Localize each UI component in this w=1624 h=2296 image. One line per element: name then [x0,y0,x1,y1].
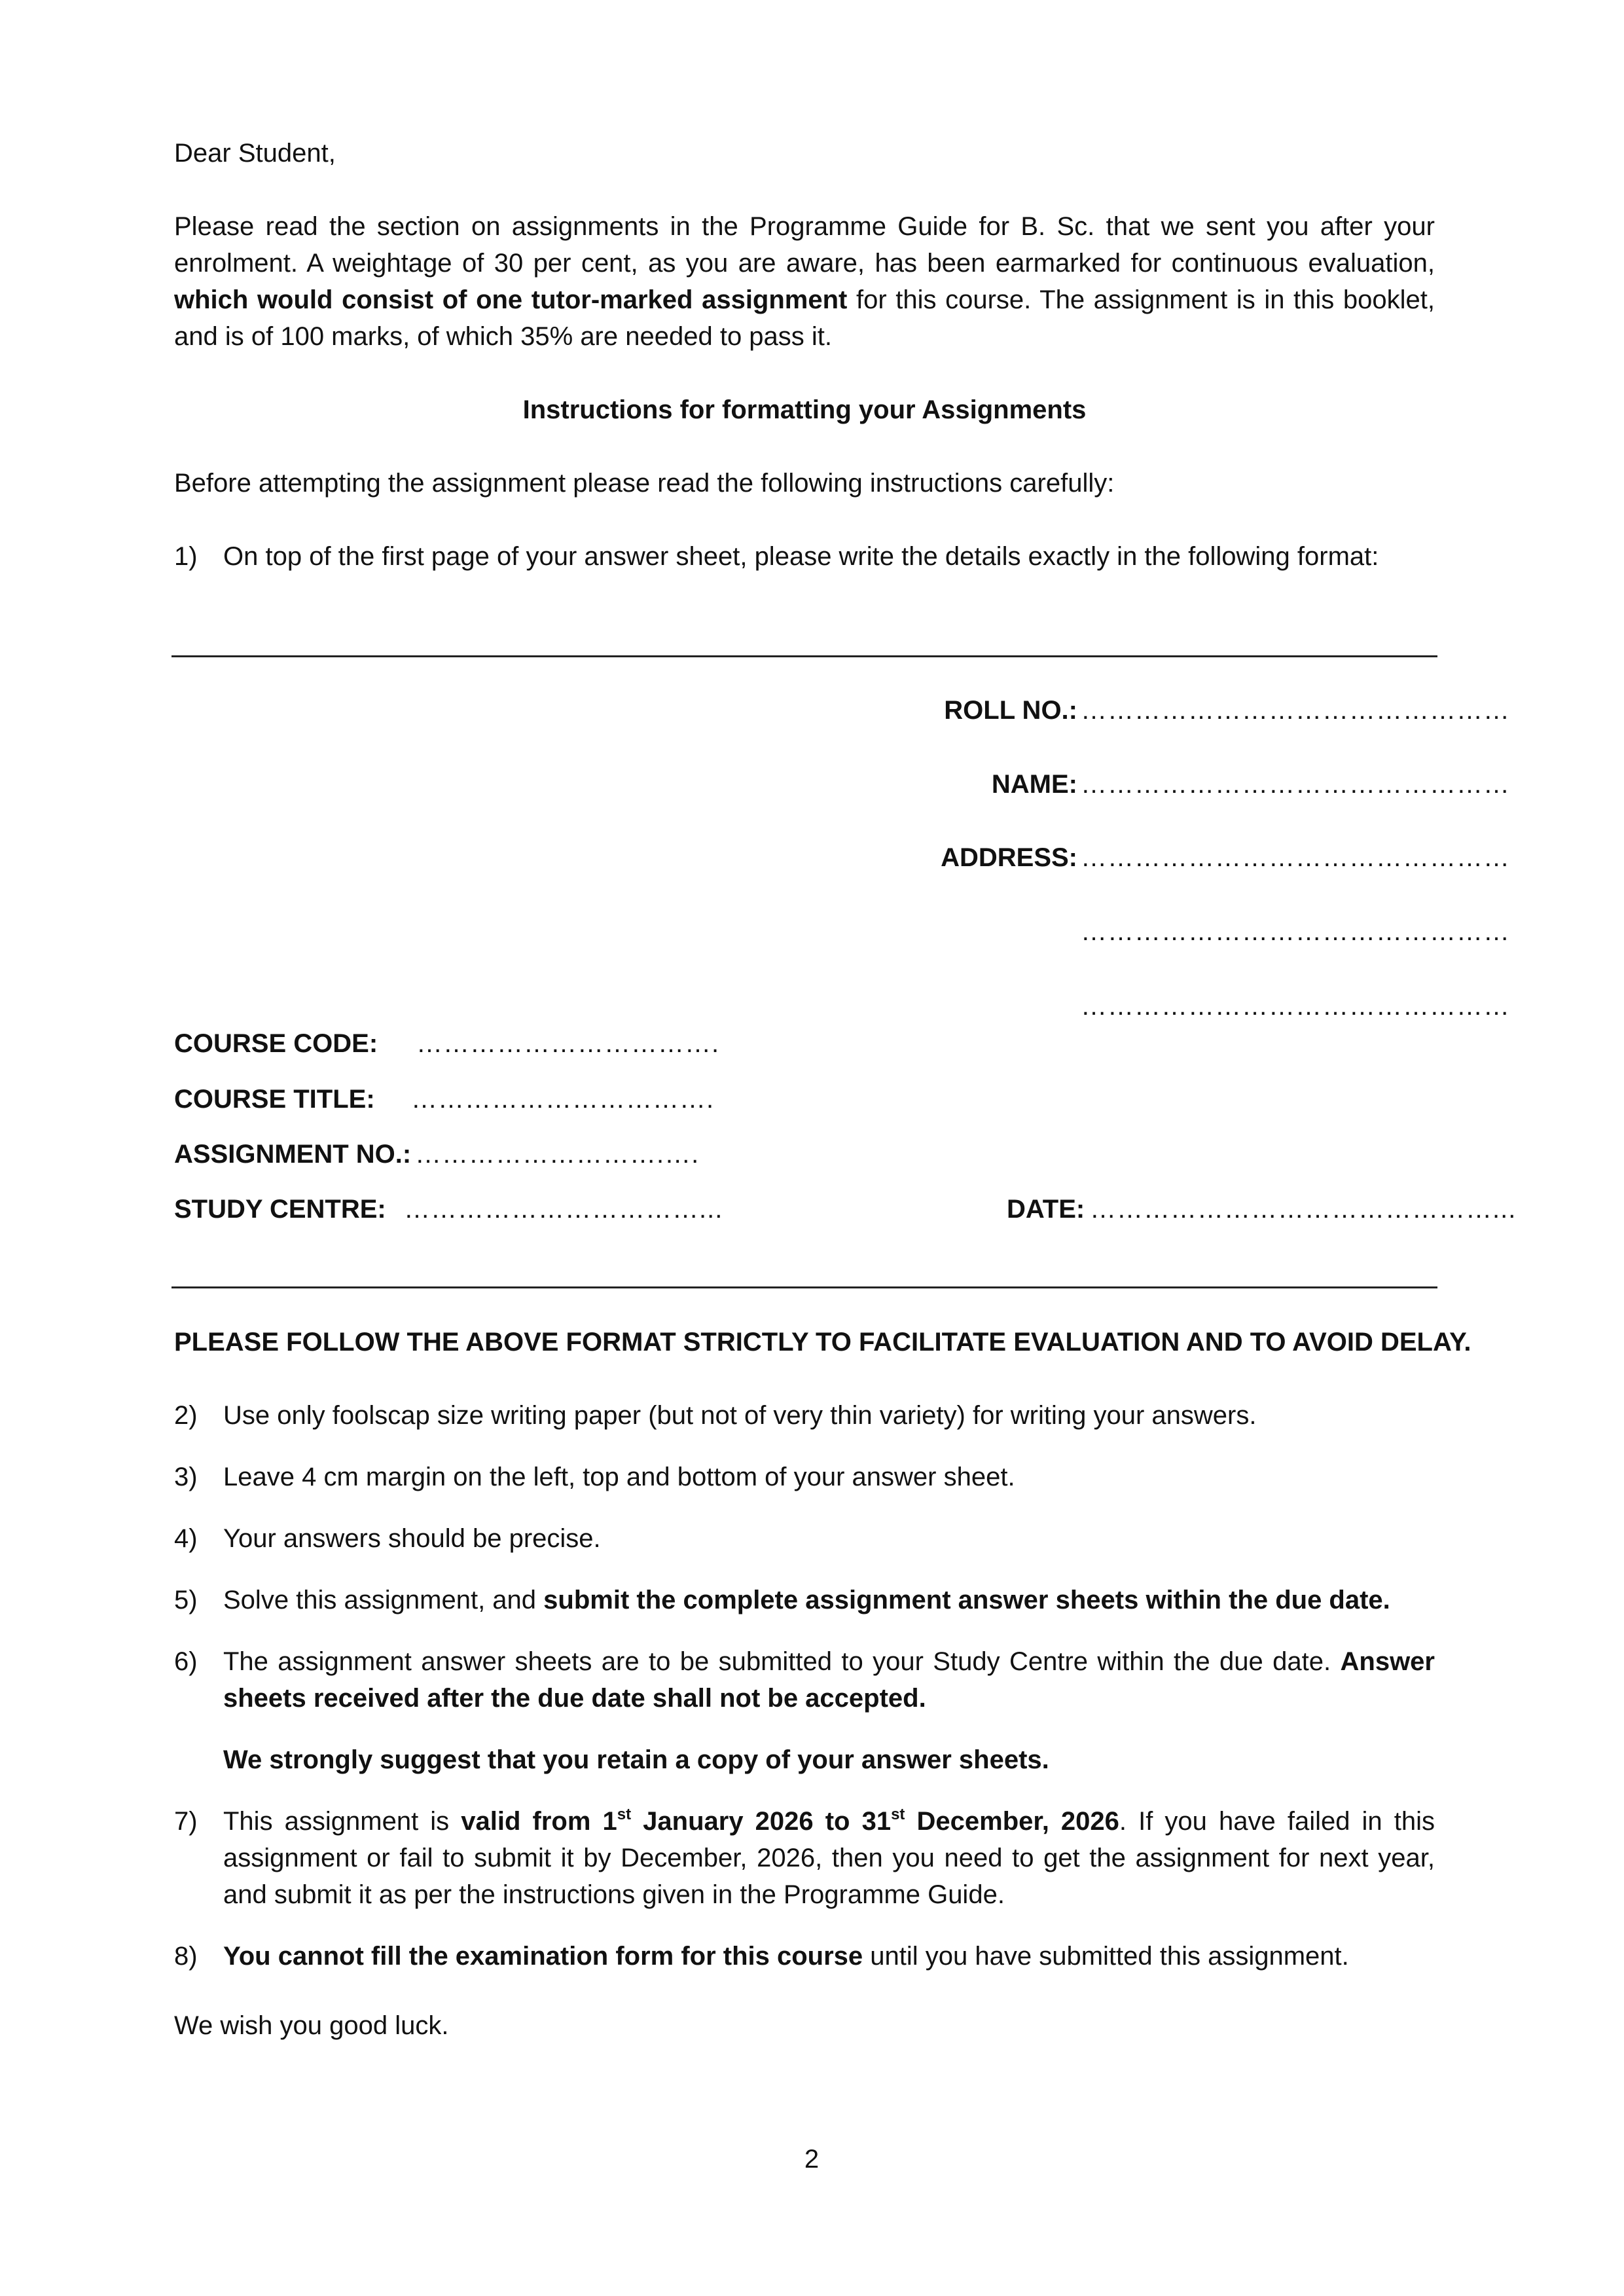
item7-sup-b: st [891,1806,905,1823]
item-number: 5) [174,1586,198,1614]
name-label: NAME: [991,770,1077,799]
salutation: Dear Student, [174,139,336,168]
item-text: Your answers should be precise. [223,1524,601,1553]
intro-bold: which would consist of one tutor-marked assignment [174,285,848,314]
closing-text: We wish you good luck. [174,2011,449,2040]
item-number: 7) [174,1807,198,1836]
date-field: ………………………………………... [1090,1195,1517,1224]
item7-text-start: This assignment is [223,1807,461,1836]
format-notice: PLEASE FOLLOW THE ABOVE FORMAT STRICTLY TO FACILITATE EVALUATION AND TO AVOID DELAY. [174,1328,1471,1357]
form-top-rule [171,655,1437,657]
address-field-line-1: ………………………………………… [1081,843,1510,872]
item7-sup-a: st [617,1806,632,1823]
copy-suggestion: We strongly suggest that you retain a copy of your answer sheets. [223,1745,1049,1774]
before-text: Before attempting the assignment please read the following instructions carefully: [174,469,1115,498]
item-text [223,1643,1435,1717]
course-code-field: ……………………………. [416,1029,720,1058]
form-bottom-rule [171,1286,1437,1288]
address-field-line-2: ………………………………………… [1081,917,1510,946]
item8-bold: You cannot fill the examination form for this course [223,1942,863,1971]
item-number: 1) [174,542,198,571]
item6-text: The assignment answer sheets are to be submitted to your Study Centre within the due date. [223,1647,1341,1676]
item-text [223,1938,1435,1975]
roll-no-label: ROLL NO.: [944,696,1077,725]
page-number: 2 [804,2145,820,2174]
assignment-no-field: ……………………….…. [415,1140,700,1169]
item-text [223,1803,1435,1913]
item-text [223,1582,1435,1618]
item-text: Use only foolscap size writing paper (but not of very thin variety) for writing your answers. [223,1401,1257,1430]
intro-text-2: for this course. The assignment is in this booklet, and is of 100 marks, of which 35% are needed to pass it. [174,285,1435,351]
instructions-heading: Instructions for formatting your Assignments [522,395,1087,424]
item5-bold: submit the complete assignment answer sheets within the due date. [543,1586,1390,1614]
date-label: DATE: [1007,1195,1085,1224]
intro-text-1: Please read the section on assignments in the Programme Guide for B. Sc. that we sent you after your enrolment. A weightage of 30 per cent, as you are aware, has been earmarked for continuous evaluation, [174,212,1435,278]
item6-bold: Answer sheets received after the due date shall not be accepted. [223,1647,1435,1713]
assignment-no-label: ASSIGNMENT NO.: [174,1140,412,1169]
course-code-label: COURSE CODE: [174,1029,378,1058]
item7-bold-b: January 2026 to 31 [631,1807,892,1836]
item-text: Leave 4 cm margin on the left, top and bottom of your answer sheet. [223,1463,1015,1491]
course-title-field: ……………………………. [411,1085,715,1114]
item-number: 6) [174,1647,198,1676]
course-title-label: COURSE TITLE: [174,1085,375,1114]
address-field-line-3: ………………………………………… [1081,992,1510,1021]
item-number: 8) [174,1942,198,1971]
name-field: ………………………………………… [1081,770,1510,799]
intro-paragraph [174,208,1435,355]
item5-text: Solve this assignment, and [223,1586,544,1614]
item-number: 4) [174,1524,198,1553]
study-centre-label: STUDY CENTRE: [174,1195,386,1224]
item-number: 2) [174,1401,198,1430]
item7-text-end: . If you have failed in this assignment or fail to submit it by December, 2026, then you need to get the assignment for next year, and submit it as per the instructions given in the Programme Guide. [223,1807,1435,1909]
item7-bold-a: valid from 1 [461,1807,617,1836]
item-text: On top of the first page of your answer sheet, please write the details exactly in the following format: [223,542,1379,571]
roll-no-field: ………………………………………… [1081,696,1510,725]
item8-text: until you have submitted this assignment. [863,1942,1349,1971]
address-label: ADDRESS: [941,843,1077,872]
item-number: 3) [174,1463,198,1491]
study-centre-field: ……………………………... [404,1195,723,1224]
item7-bold-c: December, 2026 [905,1807,1119,1836]
